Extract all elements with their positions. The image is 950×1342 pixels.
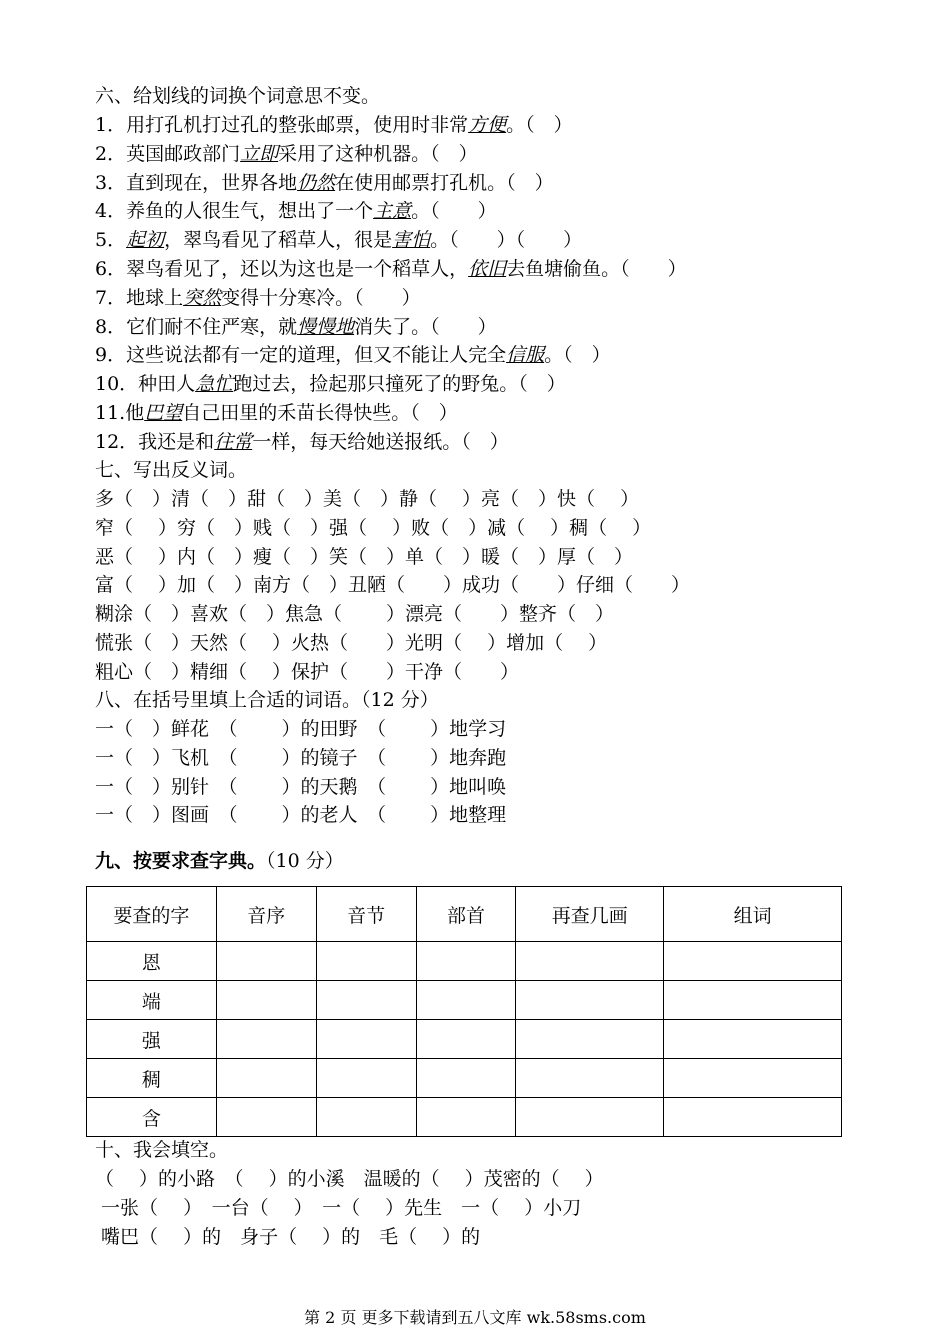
answer-cell[interactable] xyxy=(216,1098,316,1137)
antonym-row: 粗心（ ）精细（ ）保护（ ）干净（ ） xyxy=(95,660,520,683)
fill-blank-row: （ ）的小路 （ ）的小溪 温暖的（ ）茂密的（ ） xyxy=(95,1168,604,1190)
underlined-word: 巴望 xyxy=(144,402,183,424)
underlined-word: 信服 xyxy=(506,344,545,367)
table-row xyxy=(87,981,842,1020)
fill-word-row: 一（ ）飞机 （ ）的镜子 （ ）地奔跑 xyxy=(95,746,507,769)
item-text: 2．英国邮政部门 xyxy=(95,142,241,165)
underlined-word: 主意 xyxy=(373,200,412,223)
fill-word-row: 一（ ）别针 （ ）的天鹅 （ ）地叫唤 xyxy=(95,775,507,798)
item-text: 在使用邮票打孔机。（ ） xyxy=(335,171,554,194)
exercise-item xyxy=(95,371,566,397)
exercise-item xyxy=(95,314,497,340)
header-syllable: 音节 xyxy=(316,887,416,942)
fill-word-row: 一（ ）鲜花 （ ）的田野 （ ）地学习 xyxy=(95,718,507,740)
table-row xyxy=(87,942,842,981)
table-row xyxy=(87,1098,842,1137)
answer-cell[interactable] xyxy=(416,1020,516,1059)
header-char: 要查的字 xyxy=(87,887,217,942)
exercise-item xyxy=(95,342,611,368)
exercise-item xyxy=(95,256,687,282)
section9-points: （10 分） xyxy=(266,850,344,872)
item-text: 3．直到现在，世界各地 xyxy=(95,171,298,194)
section7-title: 七、写出反义词。 xyxy=(95,459,248,481)
answer-cell[interactable] xyxy=(216,1059,316,1098)
answer-cell[interactable] xyxy=(216,942,316,981)
item-text: 自己田里的禾苗长得快些。（ ） xyxy=(182,402,458,424)
item-text: ，翠鸟看见了稻草人，很是 xyxy=(164,229,393,252)
item-text: 4．养鱼的人很生气，想出了一个 xyxy=(95,200,374,223)
underlined-word: 害怕 xyxy=(392,229,431,252)
answer-cell[interactable] xyxy=(516,1059,664,1098)
section9-title xyxy=(95,846,344,873)
answer-cell[interactable] xyxy=(316,1098,416,1137)
table-row xyxy=(87,1020,842,1059)
answer-cell[interactable] xyxy=(216,1020,316,1059)
item-text: 一样，每天给她送报纸。（ ） xyxy=(252,430,509,453)
exercise-item xyxy=(95,198,497,224)
antonym-row: 窄（ ）穷（ ）贱（ ）强（ ）败（ ）减（ ）稠（ ） xyxy=(95,516,652,539)
underlined-word: 急忙 xyxy=(195,373,234,396)
underlined-word: 往常 xyxy=(214,430,253,453)
answer-cell[interactable] xyxy=(516,1098,664,1137)
lookup-char: 恩 xyxy=(87,942,217,981)
answer-cell[interactable] xyxy=(216,981,316,1020)
fill-blank-row: 一张（ ） 一台（ ） 一（ ）先生 一（ ）小刀 xyxy=(95,1197,582,1219)
answer-cell[interactable] xyxy=(316,1059,416,1098)
answer-cell[interactable] xyxy=(316,981,416,1020)
answer-cell[interactable] xyxy=(664,1059,842,1098)
underlined-word: 仍然 xyxy=(297,171,336,194)
item-text: 采用了这种机器。（ ） xyxy=(278,142,478,165)
item-text: 5． xyxy=(95,229,127,252)
lookup-char: 端 xyxy=(87,981,217,1020)
exercise-item xyxy=(95,112,573,138)
answer-cell[interactable] xyxy=(516,1020,664,1059)
antonym-row: 慌张（ ）天然（ ）火热（ ）光明（ ）增加（ ） xyxy=(95,632,608,654)
exercise-item xyxy=(95,170,554,196)
item-text: 10．种田人 xyxy=(95,373,196,396)
dictionary-table xyxy=(86,886,842,1137)
antonym-row: 糊涂（ ）喜欢（ ）焦急（ ）漂亮（ ）整齐（ ） xyxy=(95,603,615,626)
answer-cell[interactable] xyxy=(664,1020,842,1059)
underlined-word: 突然 xyxy=(183,286,222,309)
answer-cell[interactable] xyxy=(516,981,664,1020)
answer-cell[interactable] xyxy=(664,942,842,981)
lookup-char: 含 xyxy=(87,1098,217,1137)
antonym-row: 恶（ ）内（ ）瘦（ ）笑（ ）单（ ）暖（ ）厚（ ） xyxy=(95,545,634,568)
fill-blank-row: 嘴巴（ ）的 身子（ ）的 毛（ ）的 xyxy=(95,1226,481,1248)
answer-cell[interactable] xyxy=(664,1098,842,1137)
header-order: 音序 xyxy=(216,887,316,942)
section10-title: 十、我会填空。 xyxy=(95,1139,229,1161)
item-text: 消失了。（ ） xyxy=(354,315,497,338)
page-footer: 第 2 页 更多下载请到五八文库 wk.58sms.com xyxy=(304,1308,646,1327)
answer-cell[interactable] xyxy=(316,1020,416,1059)
item-text: 。（ ）（ ） xyxy=(430,229,583,252)
underlined-word: 立即 xyxy=(240,142,279,165)
item-text: 12．我还是和 xyxy=(95,430,215,453)
exercise-item xyxy=(95,400,458,426)
underlined-word: 起初 xyxy=(126,229,165,252)
item-text: 7．地球上 xyxy=(95,286,184,309)
exercise-item xyxy=(95,141,478,167)
fill-word-row: 一（ ）图画 （ ）的老人 （ ）地整理 xyxy=(95,804,507,827)
item-text: 去鱼塘偷鱼。（ ） xyxy=(506,258,687,280)
antonym-row: 富（ ）加（ ）南方（ ）丑陋（ ）成功（ ）仔细（ ） xyxy=(95,574,691,597)
exercise-item xyxy=(95,429,509,455)
answer-cell[interactable] xyxy=(416,981,516,1020)
item-text: 。（ ） xyxy=(411,200,497,223)
underlined-word: 方便 xyxy=(468,114,507,136)
lookup-char: 稠 xyxy=(87,1059,217,1098)
answer-cell[interactable] xyxy=(416,1059,516,1098)
section8-title: 八、在括号里填上合适的词语。（12 分） xyxy=(95,689,439,711)
exercise-item xyxy=(95,285,421,311)
item-text: 1．用打孔机打过孔的整张邮票，使用时非常 xyxy=(95,114,469,136)
item-text: 变得十分寒冷。（ ） xyxy=(221,286,421,309)
item-text: 11.他 xyxy=(95,402,145,424)
item-text: 6．翠鸟看见了，还以为这也是一个稻草人， xyxy=(95,258,469,280)
antonym-row: 多（ ）清（ ）甜（ ）美（ ）静（ ）亮（ ）快（ ） xyxy=(95,488,640,510)
answer-cell[interactable] xyxy=(416,942,516,981)
underlined-word: 慢慢地 xyxy=(297,315,355,338)
exercise-item xyxy=(95,227,582,253)
header-radical: 部首 xyxy=(416,887,516,942)
item-text: 9．这些说法都有一定的道理，但又不能让人完全 xyxy=(95,344,507,367)
table-row xyxy=(87,1059,842,1098)
section6-title: 六、给划线的词换个词意思不变。 xyxy=(95,85,381,107)
item-text: 跑过去，捡起那只撞死了的野兔。（ ） xyxy=(233,373,566,396)
section9-title-text: 九、按要求查字典。 xyxy=(95,850,267,872)
underlined-word: 依旧 xyxy=(468,258,507,280)
answer-cell[interactable] xyxy=(516,942,664,981)
item-text: 。（ ） xyxy=(506,114,573,136)
answer-cell[interactable] xyxy=(316,942,416,981)
header-words: 组词 xyxy=(664,887,842,942)
item-text: 。（ ） xyxy=(544,344,611,367)
answer-cell[interactable] xyxy=(416,1098,516,1137)
header-strokes: 再查几画 xyxy=(516,887,664,942)
item-text: 8．它们耐不住严寒，就 xyxy=(95,315,298,338)
answer-cell[interactable] xyxy=(664,981,842,1020)
dictionary-table-header xyxy=(87,887,842,942)
lookup-char: 强 xyxy=(87,1020,217,1059)
